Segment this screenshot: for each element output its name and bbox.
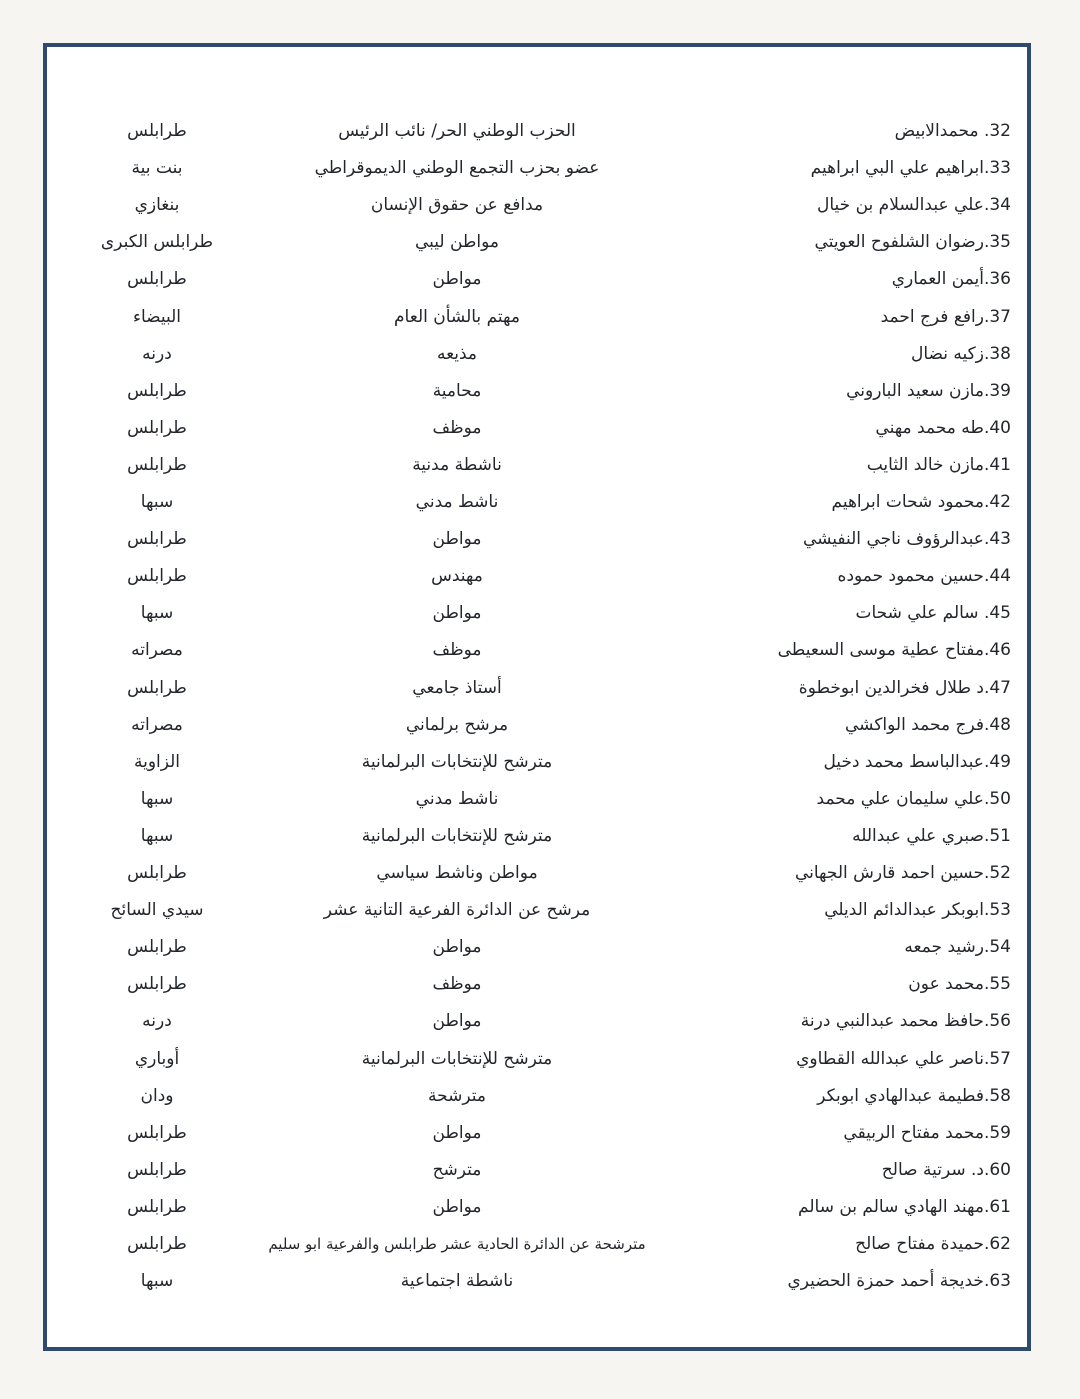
signatory-city: طرابلس — [127, 380, 187, 401]
signatory-name: 60.د. سرتية صالح — [881, 1159, 1011, 1180]
signatory-role: مهتم بالشأن العام — [394, 306, 520, 327]
signatory-city: طرابلس — [127, 863, 187, 883]
signatory-city: طرابلس — [127, 1159, 187, 1180]
list-row — [47, 1078, 1027, 1115]
signatory-city: سبها — [140, 492, 174, 512]
signatory-city: طرابلس — [127, 566, 187, 587]
signatory-role: أستاذ جامعي — [412, 677, 502, 698]
signatory-city: طرابلس — [127, 1196, 187, 1217]
signatory-role: مواطن وناشط سياسي — [376, 863, 538, 883]
signatory-name: 63.خديجة أحمد حمزة الحضيري — [787, 1271, 1011, 1292]
list-row — [47, 373, 1027, 410]
signatory-city: بنت بية — [131, 158, 183, 179]
signatory-city: بنغازي — [134, 195, 180, 216]
signatory-name: 53.ابوبكر عبدالدائم الديلي — [824, 900, 1011, 921]
signatory-city: طرابلس الكبرى — [100, 232, 214, 253]
signatory-name: 49.عبدالباسط محمد دخيل — [823, 751, 1011, 772]
signatory-city: طرابلس — [127, 937, 187, 958]
signatory-city: درنه — [142, 1011, 172, 1032]
list-row — [47, 744, 1027, 781]
signatory-role: مواطن — [432, 1122, 482, 1143]
signatory-city: سبها — [140, 603, 174, 624]
list-row — [47, 261, 1027, 298]
signatory-city: طرابلس — [127, 1234, 187, 1254]
signatory-city: طرابلس — [127, 417, 187, 438]
signatory-name: 40.طه محمد مهني — [875, 417, 1011, 438]
signatory-role: موظف — [432, 974, 482, 995]
signatory-name: 59.محمد مفتاح الربيقي — [843, 1122, 1011, 1143]
signatory-role: مواطن — [432, 1196, 482, 1217]
signatory-city: طرابلس — [127, 974, 187, 995]
signatory-role: مرشح عن الدائرة الفرعية التانية عشر — [323, 900, 591, 921]
signatory-role: مواطن — [432, 603, 482, 624]
signatory-city: سيدي السائح — [110, 900, 204, 921]
signatory-name: 48.فرج محمد الواكشي — [845, 714, 1011, 735]
list-row — [47, 187, 1027, 224]
signatory-name: 51.صبري علي عبدالله — [852, 825, 1011, 846]
list-row — [47, 1115, 1027, 1152]
signatory-role: عضو بحزب التجمع الوطني الديموقراطي — [314, 158, 600, 179]
signatory-city: طرابلس — [127, 121, 187, 141]
signatory-city: ودان — [140, 1085, 174, 1106]
signatory-role: مترشح للإنتخابات البرلمانية — [361, 1048, 553, 1069]
list-row — [47, 224, 1027, 261]
signatory-role: ناشطة مدنية — [412, 454, 502, 475]
signatory-name: 50.علي سليمان علي محمد — [816, 788, 1011, 809]
list-row — [47, 632, 1027, 669]
signatory-name: 45. سالم علي شحات — [855, 603, 1011, 624]
list-row — [47, 299, 1027, 336]
list-row — [47, 558, 1027, 595]
list-row — [47, 336, 1027, 373]
signatory-role: مترشح — [432, 1159, 482, 1180]
signatory-city: سبها — [140, 1271, 174, 1292]
signatory-name: 54.رشيد جمعه — [904, 937, 1011, 958]
list-row — [47, 1189, 1027, 1226]
signatory-name: 55.محمد عون — [908, 974, 1011, 995]
document-frame — [43, 43, 1031, 1351]
list-row — [47, 855, 1027, 892]
signatory-role: مترشح للإنتخابات البرلمانية — [361, 751, 553, 772]
signatory-role: مواطن — [432, 269, 482, 290]
signatory-name: 62.حميدة مفتاح صالح — [855, 1234, 1011, 1254]
signatory-city: مصراته — [131, 640, 183, 661]
signatory-city: طرابلس — [127, 677, 187, 698]
signatory-name: 43.عبدالرؤوف ناجي النفيشي — [802, 529, 1011, 550]
list-row — [47, 113, 1027, 150]
signatory-city: طرابلس — [127, 269, 187, 290]
signatory-role: مواطن — [432, 937, 482, 958]
signatory-role: مترشحة — [428, 1085, 486, 1106]
signatory-name: 38.زكيه نضال — [911, 343, 1011, 364]
signatory-city: مصراته — [131, 714, 183, 735]
signatory-role: محامية — [432, 380, 482, 401]
signatory-name: 46.مفتاح عطية موسى السعيطى — [777, 640, 1011, 661]
signatory-name: 37.رافع فرج احمد — [880, 306, 1011, 327]
list-row — [47, 595, 1027, 632]
list-row — [47, 150, 1027, 187]
list-row — [47, 781, 1027, 818]
signatory-name: 33.ابراهيم علي البي ابراهيم — [810, 158, 1011, 179]
signatory-role: مواطن — [432, 529, 482, 550]
list-row — [47, 1226, 1027, 1263]
list-row — [47, 484, 1027, 521]
signatory-role: مهندس — [431, 566, 483, 587]
signatory-name: 32. محمدالابيض — [894, 121, 1011, 141]
signatory-name: 35.رضوان الشلفوح العويتي — [814, 232, 1011, 253]
signatory-role: ناشطة اجتماعية — [400, 1271, 514, 1292]
list-row — [47, 966, 1027, 1003]
list-row — [47, 929, 1027, 966]
list-row — [47, 410, 1027, 447]
signatory-role: مواطن — [432, 1011, 482, 1032]
signatory-name: 56.حافظ محمد عبدالنبي درنة — [800, 1011, 1011, 1032]
signatory-name: 36.أيمن العماري — [891, 269, 1011, 290]
signatory-city: طرابلس — [127, 529, 187, 550]
signatory-city: سبها — [140, 825, 174, 846]
signatory-name: 52.حسين احمد قارش الجهاني — [794, 863, 1011, 883]
list-row — [47, 1263, 1027, 1300]
signatory-role: ناشط مدني — [415, 492, 499, 512]
signatory-name: 41.مازن خالد الثايب — [866, 454, 1011, 475]
signatory-role: مواطن ليبي — [414, 232, 500, 253]
signatory-role: ناشط مدني — [415, 788, 499, 809]
signatory-name: 47.د طلال فخرالدين ابوخطوة — [798, 677, 1011, 698]
signatory-role: مدافع عن حقوق الإنسان — [370, 195, 544, 216]
signatory-role: مذيعه — [436, 343, 478, 364]
list-row — [47, 1041, 1027, 1078]
signatory-name: 34.علي عبدالسلام بن خيال — [817, 195, 1011, 216]
signatory-name: 39.مازن سعيد الباروني — [846, 380, 1011, 401]
signatory-name: 61.مهند الهادي سالم بن سالم — [798, 1196, 1011, 1217]
signatory-city: درنه — [142, 343, 172, 364]
list-row — [47, 521, 1027, 558]
signatory-city: طرابلس — [127, 454, 187, 475]
signatory-name: 42.محمود شحات ابراهيم — [831, 492, 1011, 512]
list-row — [47, 1003, 1027, 1040]
signatory-role: موظف — [432, 417, 482, 438]
signatory-role: مترشحة عن الدائرة الحادية عشر طرابلس والفرعية ابو سليم — [268, 1235, 646, 1253]
list-row — [47, 892, 1027, 929]
list-row — [47, 707, 1027, 744]
signatory-role: موظف — [432, 640, 482, 661]
signatory-name: 44.حسين محمود حموده — [837, 566, 1011, 587]
signatory-name: 58.فطيمة عبدالهادي ابوبكر — [817, 1085, 1011, 1106]
signatory-role: مرشح برلماني — [405, 714, 509, 735]
signatory-role: الحزب الوطني الحر/ نائب الرئيس — [338, 121, 576, 141]
list-row — [47, 818, 1027, 855]
signatory-city: أوباري — [134, 1048, 180, 1069]
signatory-city: البيضاء — [132, 306, 182, 327]
list-row — [47, 1152, 1027, 1189]
signatory-city: الزاوية — [133, 751, 181, 772]
signatory-city: سبها — [140, 788, 174, 809]
list-row — [47, 670, 1027, 707]
signatory-role: مترشح للإنتخابات البرلمانية — [361, 825, 553, 846]
signatory-city: طرابلس — [127, 1122, 187, 1143]
list-row — [47, 447, 1027, 484]
signatories-list — [47, 47, 1027, 1347]
signatory-name: 57.ناصر علي عبدالله القطاوي — [796, 1048, 1011, 1069]
